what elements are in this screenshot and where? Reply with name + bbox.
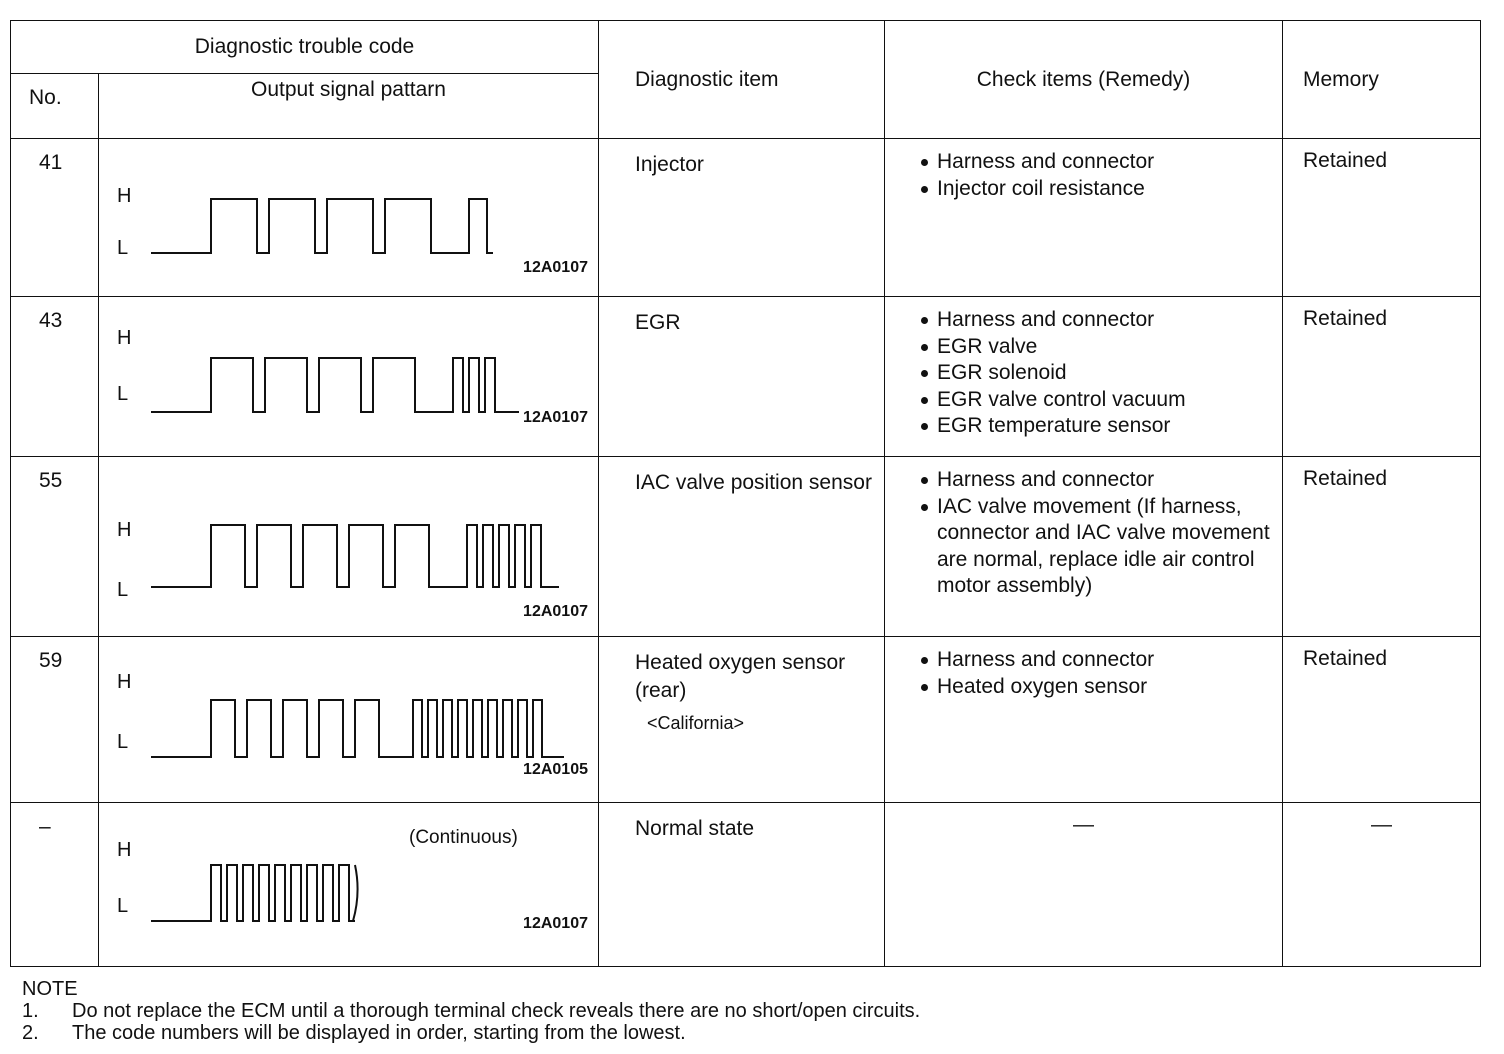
diagnostic-item-note: <California> bbox=[647, 713, 745, 733]
memory-status: Retained bbox=[1283, 139, 1481, 297]
waveform-trace bbox=[151, 199, 493, 253]
figure-code: 12A0105 bbox=[523, 761, 588, 778]
low-level-label: L bbox=[117, 237, 129, 259]
table-row bbox=[11, 297, 1481, 457]
note-item bbox=[22, 1022, 920, 1044]
header-output-pattern: Output signal pattarn bbox=[99, 74, 599, 139]
signal-pattern bbox=[99, 457, 599, 637]
check-item: Injector coil resistance bbox=[921, 176, 1282, 203]
note-title: NOTE bbox=[22, 978, 78, 1000]
diagnostic-item bbox=[599, 457, 885, 637]
pattern-note: (Continuous) bbox=[409, 827, 518, 848]
memory-status: Retained bbox=[1283, 457, 1481, 637]
high-level-label: H bbox=[117, 519, 132, 541]
signal-waveform bbox=[99, 803, 599, 967]
note-number: 1. bbox=[22, 1000, 39, 1022]
diagnostic-item-text: Injector bbox=[635, 153, 704, 176]
low-level-label: L bbox=[117, 579, 129, 601]
check-item: EGR solenoid bbox=[921, 360, 1282, 387]
diagnostic-item bbox=[599, 297, 885, 457]
header-check-items: Check items (Remedy) bbox=[885, 21, 1283, 139]
low-level-label: L bbox=[117, 383, 129, 405]
note-text: The code numbers will be displayed in order, starting from the lowest. bbox=[72, 1022, 686, 1044]
note-number: 2. bbox=[22, 1022, 39, 1044]
diagnostic-item-text: Heated oxygen sensor (rear) bbox=[635, 651, 846, 702]
waveform-trace bbox=[151, 700, 564, 757]
check-items bbox=[885, 297, 1283, 457]
check-item: Harness and connector bbox=[921, 149, 1282, 176]
figure-code: 12A0107 bbox=[523, 915, 588, 932]
figure-code: 12A0107 bbox=[523, 409, 588, 426]
note-section bbox=[22, 978, 920, 1044]
memory-status: — bbox=[1283, 803, 1481, 967]
check-items bbox=[885, 637, 1283, 803]
check-item: EGR valve control vacuum bbox=[921, 387, 1282, 414]
check-item: Harness and connector bbox=[921, 307, 1282, 334]
header-dtc: Diagnostic trouble code bbox=[11, 21, 599, 74]
continuation-tilde bbox=[353, 865, 358, 921]
diagnostic-item bbox=[599, 803, 885, 967]
low-level-label: L bbox=[117, 895, 129, 917]
check-item: Harness and connector bbox=[921, 467, 1282, 494]
header-diagnostic-item: Diagnostic item bbox=[599, 21, 885, 139]
code-number: 55 bbox=[11, 457, 99, 637]
diagnostic-item-text: EGR bbox=[635, 311, 681, 334]
table-row bbox=[11, 803, 1481, 967]
signal-pattern bbox=[99, 637, 599, 803]
memory-status: Retained bbox=[1283, 637, 1481, 803]
code-number: 59 bbox=[11, 637, 99, 803]
high-level-label: H bbox=[117, 839, 132, 861]
check-item: EGR temperature sensor bbox=[921, 413, 1282, 440]
header-memory: Memory bbox=[1283, 21, 1481, 139]
check-item: IAC valve movement (If harness, connector and IAC valve movement are normal, replace idle air control motor assembly) bbox=[921, 494, 1282, 600]
low-level-label: L bbox=[117, 731, 129, 753]
check-items bbox=[885, 139, 1283, 297]
table-row bbox=[11, 637, 1481, 803]
diagnostic-code-table bbox=[10, 20, 1481, 967]
note-text: Do not replace the ECM until a thorough terminal check reveals there are no short/open circuits. bbox=[72, 1000, 921, 1022]
check-item: Heated oxygen sensor bbox=[921, 674, 1282, 701]
header-no: No. bbox=[11, 74, 99, 139]
code-number: 41 bbox=[11, 139, 99, 297]
signal-pattern bbox=[99, 803, 599, 967]
check-items bbox=[885, 457, 1283, 637]
signal-pattern bbox=[99, 139, 599, 297]
diagnostic-item bbox=[599, 139, 885, 297]
high-level-label: H bbox=[117, 185, 132, 207]
memory-status: Retained bbox=[1283, 297, 1481, 457]
diagnostic-item-text: IAC valve position sensor bbox=[635, 471, 872, 494]
table-row bbox=[11, 139, 1481, 297]
check-item: EGR valve bbox=[921, 334, 1282, 361]
table-row bbox=[11, 457, 1481, 637]
code-number: 43 bbox=[11, 297, 99, 457]
check-item: Harness and connector bbox=[921, 647, 1282, 674]
waveform-trace bbox=[151, 525, 559, 587]
signal-waveform bbox=[99, 297, 599, 457]
diagnostic-item-text: Normal state bbox=[635, 817, 755, 840]
waveform-trace bbox=[151, 358, 519, 412]
figure-code: 12A0107 bbox=[523, 603, 588, 620]
high-level-label: H bbox=[117, 327, 132, 349]
diagnostic-item bbox=[599, 637, 885, 803]
figure-code: 12A0107 bbox=[523, 259, 588, 276]
check-items: — bbox=[885, 803, 1283, 967]
high-level-label: H bbox=[117, 671, 132, 693]
code-number: – bbox=[11, 803, 99, 967]
note-item bbox=[22, 1000, 920, 1022]
signal-pattern bbox=[99, 297, 599, 457]
waveform-trace bbox=[151, 865, 355, 921]
